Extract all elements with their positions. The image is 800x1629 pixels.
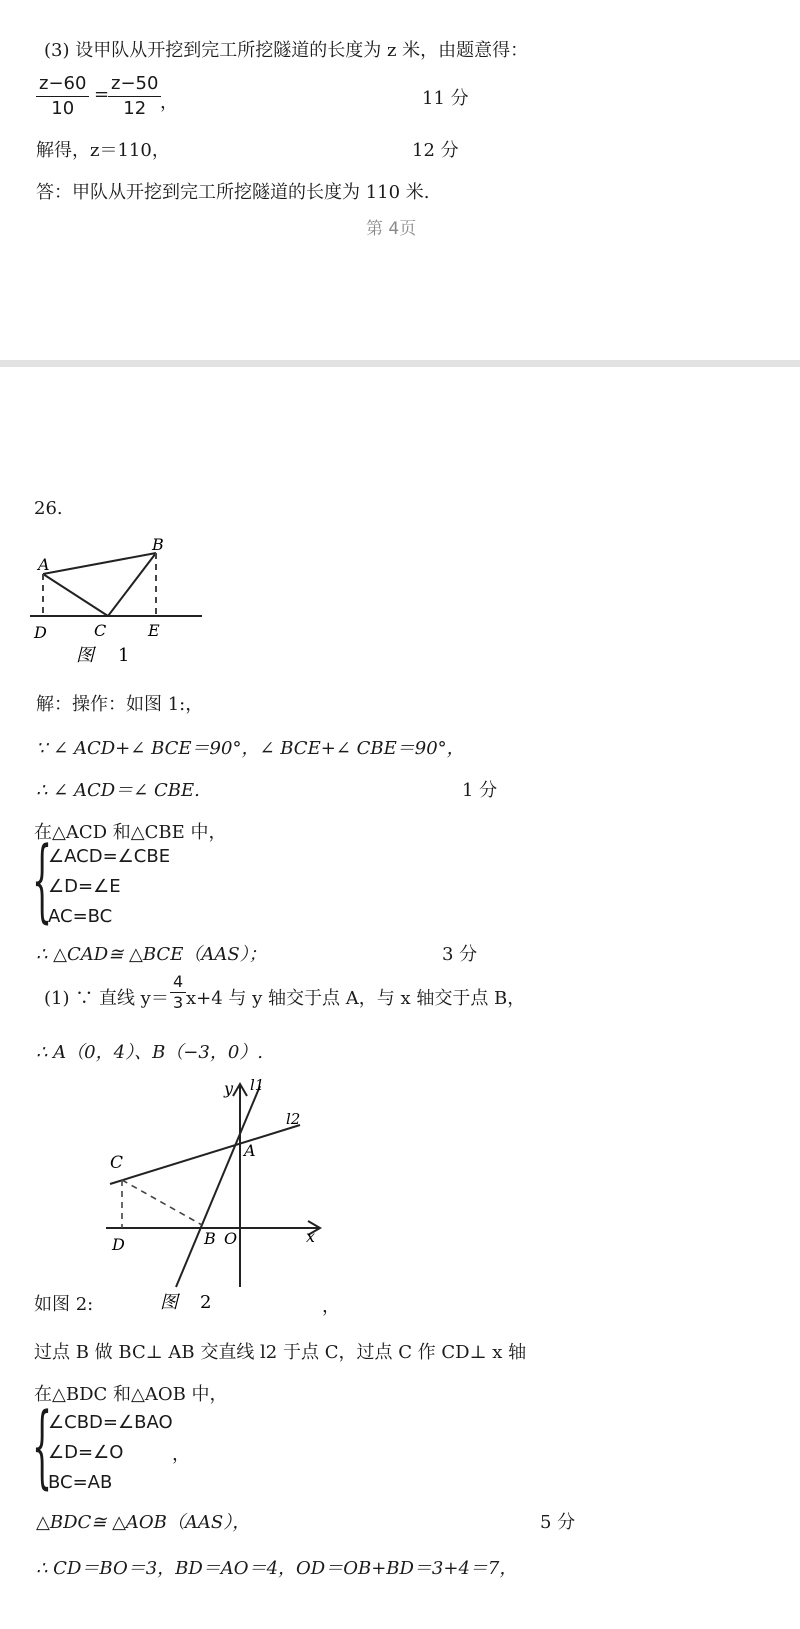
fig2-label-A: A [244, 1141, 256, 1160]
fig2-label-C: C [110, 1153, 124, 1173]
fig2-label-B: B [204, 1229, 216, 1248]
fraction-2-denominator: 12 [123, 98, 147, 119]
slope-fraction [170, 972, 186, 1013]
solution-intro: 解：操作：如图 1:， [36, 694, 204, 715]
page-number: 第 4页 [366, 219, 417, 239]
system-1-row-1: ∠ACD=∠CBE [48, 846, 171, 867]
equation-system-1 [48, 842, 170, 932]
system-1-row-2: ∠D=∠E [48, 876, 121, 897]
score-11: 11 分 [422, 88, 469, 109]
fraction-2 [108, 72, 161, 121]
figure-2 [100, 1072, 340, 1332]
fig2-label-x: x [306, 1227, 316, 1246]
congruence-2-line: △BDC≅ △AOB（AAS）， [36, 1512, 251, 1533]
score-3: 3 分 [442, 944, 478, 965]
fig2-label-l2: l2 [286, 1110, 301, 1128]
fig2-caption-num: 2 [200, 1292, 212, 1313]
system-2-brace: { [32, 1394, 53, 1499]
system-2-comma: ， [172, 1444, 190, 1465]
fig1-caption-num: 1 [118, 645, 130, 666]
figure-1 [28, 530, 218, 670]
construction-line: 过点 B 做 BC⊥ AB 交直线 l2 于点 C，过点 C 作 CD⊥ x 轴 [34, 1342, 527, 1363]
fig2-label-O: O [224, 1229, 238, 1248]
system-2-row-2: ∠D=∠O [48, 1442, 124, 1463]
fig1-caption-zh: 图 [76, 645, 94, 666]
angle-equal-line: ∴ ∠ ACD＝∠ CBE. [36, 780, 200, 801]
line-equation-part-b: x+4 与 y 轴交于点 A，与 x 轴交于点 B， [186, 988, 526, 1009]
system-2-row-1: ∠CBD=∠BAO [48, 1412, 173, 1433]
system-2-row-3: BC=AB [48, 1472, 113, 1493]
fig2-label-l1: l1 [250, 1076, 265, 1094]
equation-comma: ， [160, 92, 178, 113]
line-equation-part-a: (1) ∵ 直线 y＝ [44, 988, 169, 1009]
figure-2-intro-comma: ， [322, 1296, 340, 1317]
page-divider [0, 360, 800, 367]
fig1-label-B: B [152, 535, 164, 554]
congruence-1-line: ∴ △CAD≅ △BCE（AAS）； [36, 944, 267, 965]
equals-sign: = [94, 84, 110, 105]
fraction-1-numerator: z−60 [36, 72, 89, 97]
solve-line: 解得，z＝110， [36, 140, 170, 161]
fig2-label-D: D [112, 1235, 125, 1254]
fig2-caption-zh: 图 [160, 1292, 178, 1313]
fig1-label-D: D [34, 623, 47, 642]
fig1-label-E: E [148, 621, 160, 640]
figure-2-intro: 如图 2: [34, 1294, 94, 1315]
fraction-1-denominator: 10 [51, 98, 75, 119]
score-5: 5 分 [540, 1512, 576, 1533]
question-number: 26. [34, 498, 63, 519]
answer-line: 答：甲队从开挖到完工所挖隧道的长度为 110 米. [36, 182, 430, 203]
system-1-brace: { [32, 828, 53, 933]
system-1-row-3: AC=BC [48, 906, 113, 927]
fraction-2-numerator: z−50 [108, 72, 161, 97]
triangles-intro-2: 在△BDC 和△AOB 中， [34, 1384, 228, 1405]
solution-step-3-line: (3) 设甲队从开挖到完工所挖隧道的长度为 z 米，由题意得： [44, 40, 529, 61]
slope-numerator: 4 [170, 972, 186, 993]
fig2-label-y: y [224, 1079, 234, 1098]
points-line: ∴ A（0，4）、B（−3，0）. [36, 1042, 264, 1063]
fig1-label-A: A [38, 555, 50, 574]
fig1-label-C: C [94, 621, 107, 640]
equation-system-2 [48, 1408, 173, 1498]
score-12: 12 分 [412, 140, 459, 161]
score-1: 1 分 [462, 780, 498, 801]
triangles-intro-1: 在△ACD 和△CBE 中， [34, 822, 227, 843]
slope-denominator: 3 [173, 993, 184, 1012]
angle-sum-line: ∵ ∠ ACD+∠ BCE＝90°，∠ BCE+∠ CBE＝90°， [36, 738, 465, 759]
fraction-1 [36, 72, 89, 121]
lengths-line: ∴ CD＝BO＝3，BD＝AO＝4，OD＝OB+BD＝3+4＝7， [36, 1558, 518, 1579]
